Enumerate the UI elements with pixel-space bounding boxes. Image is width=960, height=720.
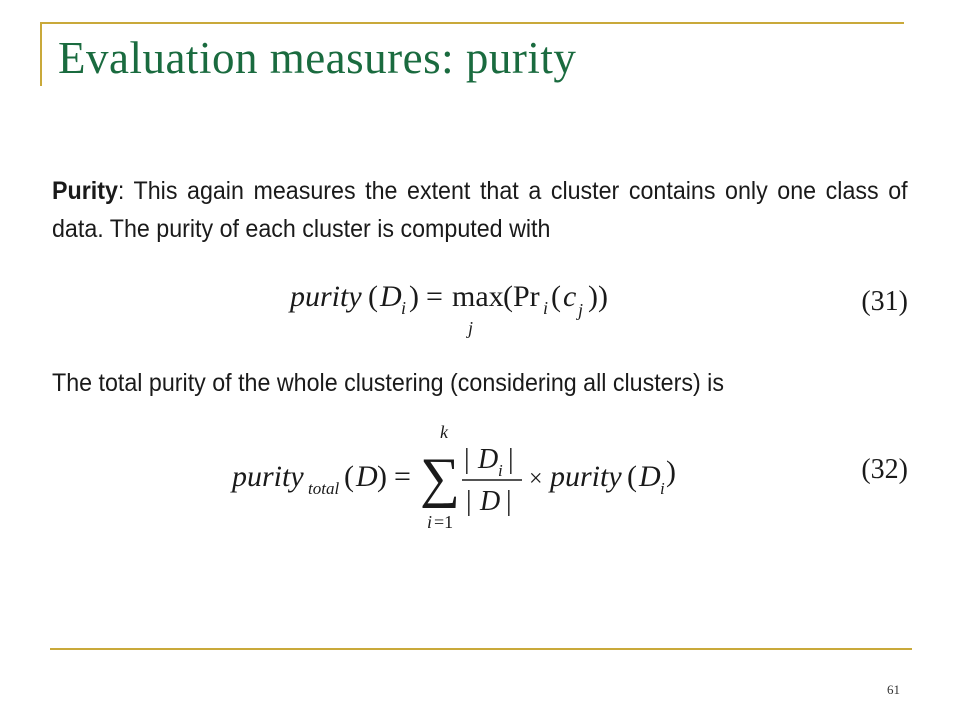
svg-text:i: i [660, 479, 665, 498]
footer-divider [50, 648, 912, 650]
svg-text:=: = [394, 460, 411, 493]
svg-text:max: max [452, 280, 504, 313]
svg-text:×: × [529, 466, 543, 492]
svg-text:purity: purity [232, 460, 304, 493]
svg-text:j: j [468, 318, 474, 338]
svg-text:purity: purity [290, 280, 362, 313]
svg-text:=: = [426, 280, 443, 313]
svg-text:)): )) [588, 280, 608, 313]
svg-text:D: D [639, 460, 661, 493]
svg-text:c: c [563, 280, 577, 313]
svg-text:(: ( [551, 280, 561, 313]
svg-text:D: D [380, 280, 402, 313]
svg-text:(: ( [344, 460, 354, 493]
svg-text:D: D [480, 486, 501, 517]
svg-text:∑: ∑ [420, 447, 460, 509]
svg-text:|: | [508, 444, 514, 475]
svg-text:): ) [377, 460, 387, 493]
purity-definition-text: : This again measures the extent that a cluster contains only one class of data. The purity of each cluster is computed with [52, 177, 908, 243]
slide-title: Evaluation measures: purity [58, 33, 577, 83]
svg-text:i: i [401, 298, 407, 318]
svg-text:|: | [506, 486, 512, 517]
svg-text:): ) [409, 280, 419, 313]
total-purity-paragraph: The total purity of the whole clustering (considering all clusters) is [52, 369, 724, 397]
equation-31-formula [290, 276, 620, 346]
svg-text:=1: =1 [434, 512, 454, 532]
equation-32-number: (32) [861, 454, 908, 485]
svg-text:purity: purity [550, 460, 622, 493]
frame-left-line [40, 22, 42, 86]
svg-text:k: k [440, 422, 448, 442]
svg-text:(: ( [627, 460, 637, 493]
equation-31-number: (31) [861, 286, 908, 317]
svg-text:i: i [427, 512, 433, 532]
svg-text:|: | [466, 486, 472, 517]
purity-definition-paragraph [52, 172, 908, 248]
equation-32-close-paren: ) [666, 455, 676, 488]
svg-text:(: ( [368, 280, 378, 313]
equation-31 [290, 276, 620, 354]
equation-32 [232, 422, 676, 542]
svg-text:total: total [308, 479, 340, 498]
page-number: 61 [887, 682, 900, 697]
svg-text:j: j [578, 300, 584, 320]
svg-text:(Pr: (Pr [503, 280, 540, 313]
purity-term: Purity [52, 177, 118, 205]
svg-text:i: i [543, 298, 549, 318]
frame-top-line [40, 22, 904, 24]
equation-32-formula [232, 422, 665, 534]
svg-text:i: i [498, 461, 503, 480]
svg-text:D: D [478, 444, 499, 475]
svg-text:|: | [464, 444, 470, 475]
svg-text:D: D [356, 460, 378, 493]
